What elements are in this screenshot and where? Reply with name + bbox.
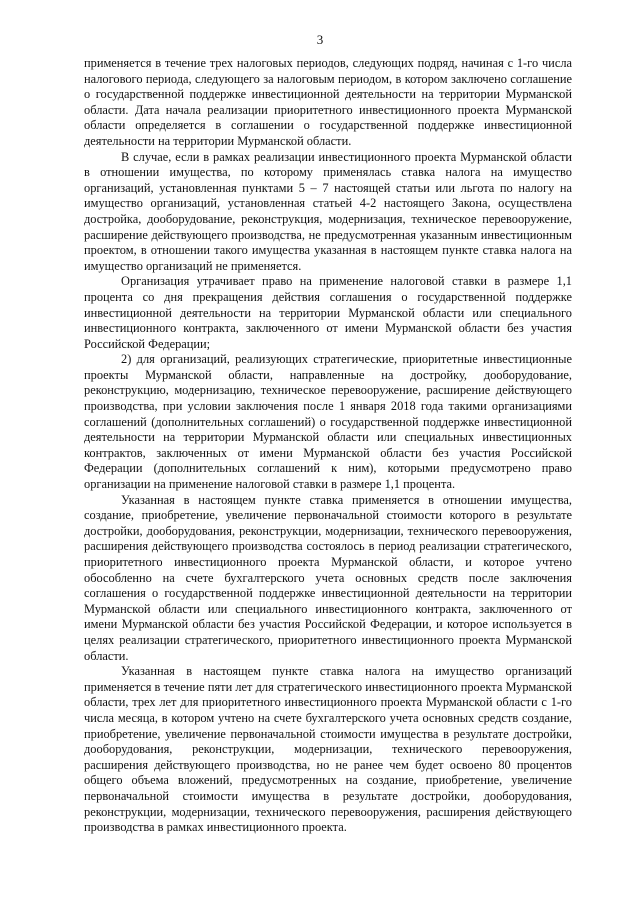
paragraph-item-2: 2) для организаций, реализующих стратегические, приоритетные инвестиционные проекты Мурманской области, направленные на достройку, дооборудование, реконструкцию, модернизацию, техническое перевооружение, расширение действующего производства, при условии заключения после 1 января 2018 года такими организациями соглашений (дополнительных соглашений) о государственной поддержке инвестиционной деятельности на территории Мурманской области или специальных инвестиционных контрактов, заключенных от имени Мурманской области без участия Российской Федерации (дополнительных соглашений к ним), которыми предусмотрено право организации на применение налоговой ставки в размере 1,1 процента. (84, 352, 572, 492)
document-body (84, 56, 572, 836)
paragraph-rate-application: Указанная в настоящем пункте ставка применяется в отношении имущества, создание, приобретение, увеличение первоначальной стоимости которого в результате достройки, дооборудования, реконструкции, модернизации, технического перевооружения, расширения действующего производства состоялось в период реализации стратегического, приоритетного инвестиционного проекта Мурманской области, и которое учтено обособленно на счете бухгалтерского учета основных средств после заключения соглашения о государственной поддержке инвестиционной деятельности на территории Мурманской области или специального инвестиционного контракта, заключенного от имени Мурманской области без участия Российской Федерации, и которое используется в целях реализации стратегического, приоритетного инвестиционного проекта Мурманской области. (84, 492, 572, 663)
paragraph-loss-of-right: Организация утрачивает право на применение налоговой ставки в размере 1,1 процента со дня прекращения действия соглашения о государственной поддержке инвестиционной деятельности на территории Мурманской области или специального инвестиционного контракта, заключенного от имени Мурманской области без участия Российской Федерации; (84, 274, 572, 351)
paragraph-continuation: применяется в течение трех налоговых периодов, следующих подряд, начиная с 1-го числа налогового периода, следующего за налоговым периодом, в котором заключено соглашение о государственной поддержке инвестиционной деятельности на территории Мурманской области. Дата начала реализации приоритетного инвестиционного проекта Мурманской области определяется в соглашении о государственной поддержке инвестиционной деятельности на территории Мурманской области. (84, 56, 572, 148)
paragraph-rate-period: Указанная в настоящем пункте ставка налога на имущество организаций применяется в течение пяти лет для стратегического инвестиционного проекта Мурманской области, трех лет для приоритетного инвестиционного проекта Мурманской области с 1-го числа месяца, в котором учтено на счете бухгалтерского учета основных средств создание, приобретение, увеличение первоначальной стоимости имущества в результате достройки, дооборудования, реконструкции, модернизации, технического перевооружения, расширения действующего производства, но не ранее чем будет освоено 80 процентов общего объема вложений, предусмотренных на создание, приобретение, увеличение первоначальной стоимости имущества в результате достройки, дооборудования, реконструкции, модернизации, технического перевооружения, расширения действующего производства в рамках инвестиционного проекта. (84, 664, 572, 835)
page-number: 3 (316, 32, 324, 47)
paragraph-exception-clause: В случае, если в рамках реализации инвестиционного проекта Мурманской области в отношении имущества, по которому применялась ставка налога на имущество организаций, установленная пунктами 5 – 7 настоящей статьи или льгота по налогу на имущество организаций, установленная статьей 4-2 настоящего Закона, осуществлена достройка, дооборудование, реконструкция, модернизация, техническое перевооружение, расширение действующего производства, не предусмотренная указанным инвестиционным проектом, в отношении такого имущества указанная в настоящем пункте ставка налога на имущество организаций не применяется. (84, 149, 572, 273)
